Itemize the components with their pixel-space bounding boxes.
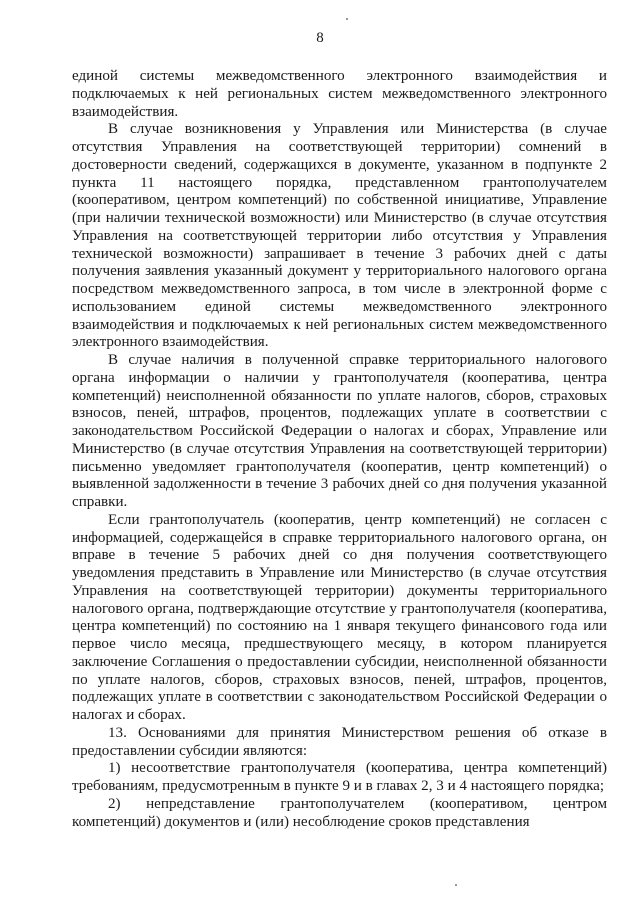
- page-number: 8: [316, 30, 324, 46]
- paragraph: В случае возникновения у Управления или Министерства (в случае отсутствия Управления на соответствующей территории) сомнений в достоверности сведений, содержащихся в документе, указанном в подпункте 2 пункта 11 настоящего порядка, представленном грантополучателем (кооперативом, центром компетенций) по собственной инициативе, Управление (при наличии технической возможности) или Министерство (в случае отсутствия Управления на соответствующей территории либо отсутствия у Управления технической возможности) запрашивает в течение 3 рабочих дней с даты получения заявления указанный документ у территориального налогового органа посредством межведомственного запроса, в том числе в электронной форме с использованием единой системы межведомственного электронного взаимодействия и подключаемых к ней региональных систем межведомственного электронного взаимодействия.: [72, 121, 607, 351]
- paragraph: В случае наличия в полученной справке территориального налогового органа информации о наличии у грантополучателя (кооператива, центра компетенций) неисполненной обязанности по уплате налогов, сборов, страховых взносов, пеней, штрафов, процентов, подлежащих уплате в соответствии с законодательством Российской Федерации о налогах и сборах, Управление или Министерство (в случае отсутствия Управления на соответствующей территории) письменно уведомляет грантополучателя (кооператив, центр компетенций) о выявленной задолженности в течение 3 рабочих дней со дня получения указанной справки.: [72, 352, 607, 510]
- document-body: [72, 68, 607, 831]
- paragraph-clause-13: 13. Основаниями для принятия Министерством решения об отказе в предоставлении субсидии являются:: [72, 724, 607, 759]
- paragraph-continuation: единой системы межведомственного электронного взаимодействия и подключаемых к ней региональных систем межведомственного электронного взаимодействия.: [72, 68, 607, 120]
- list-item-1: 1) несоответствие грантополучателя (кооператива, центра компетенций) требованиям, предусмотренным в пункте 9 и в главах 2, 3 и 4 настоящего порядка;: [72, 760, 607, 794]
- scan-speck: [346, 18, 348, 20]
- scan-speck: [455, 884, 457, 886]
- paragraph: Если грантополучатель (кооператив, центр компетенций) не согласен с информацией, содержащейся в справке территориального налогового органа, он вправе в течение 5 рабочих дней со дня получения соответствующего уведомления представить в Управление или Министерство (в случае отсутствия Управления на соответствующей территории) документы территориального налогового органа, подтверждающие отсутствие у грантополучателя (кооператива, центра компетенций) по состоянию на 1 января текущего финансового года или первое число месяца, предшествующего месяцу, в котором планируется заключение Соглашения о предоставлении субсидии, неисполненной обязанности по уплате налогов, сборов, страховых взносов, пеней, штрафов, процентов, подлежащих уплате в соответствии с законодательством Российской Федерации о налогах и сборах.: [72, 511, 607, 723]
- list-item-2: 2) непредставление грантополучателем (кооперативом, центром компетенций) документов и (или) несоблюдение сроков представления: [72, 795, 607, 830]
